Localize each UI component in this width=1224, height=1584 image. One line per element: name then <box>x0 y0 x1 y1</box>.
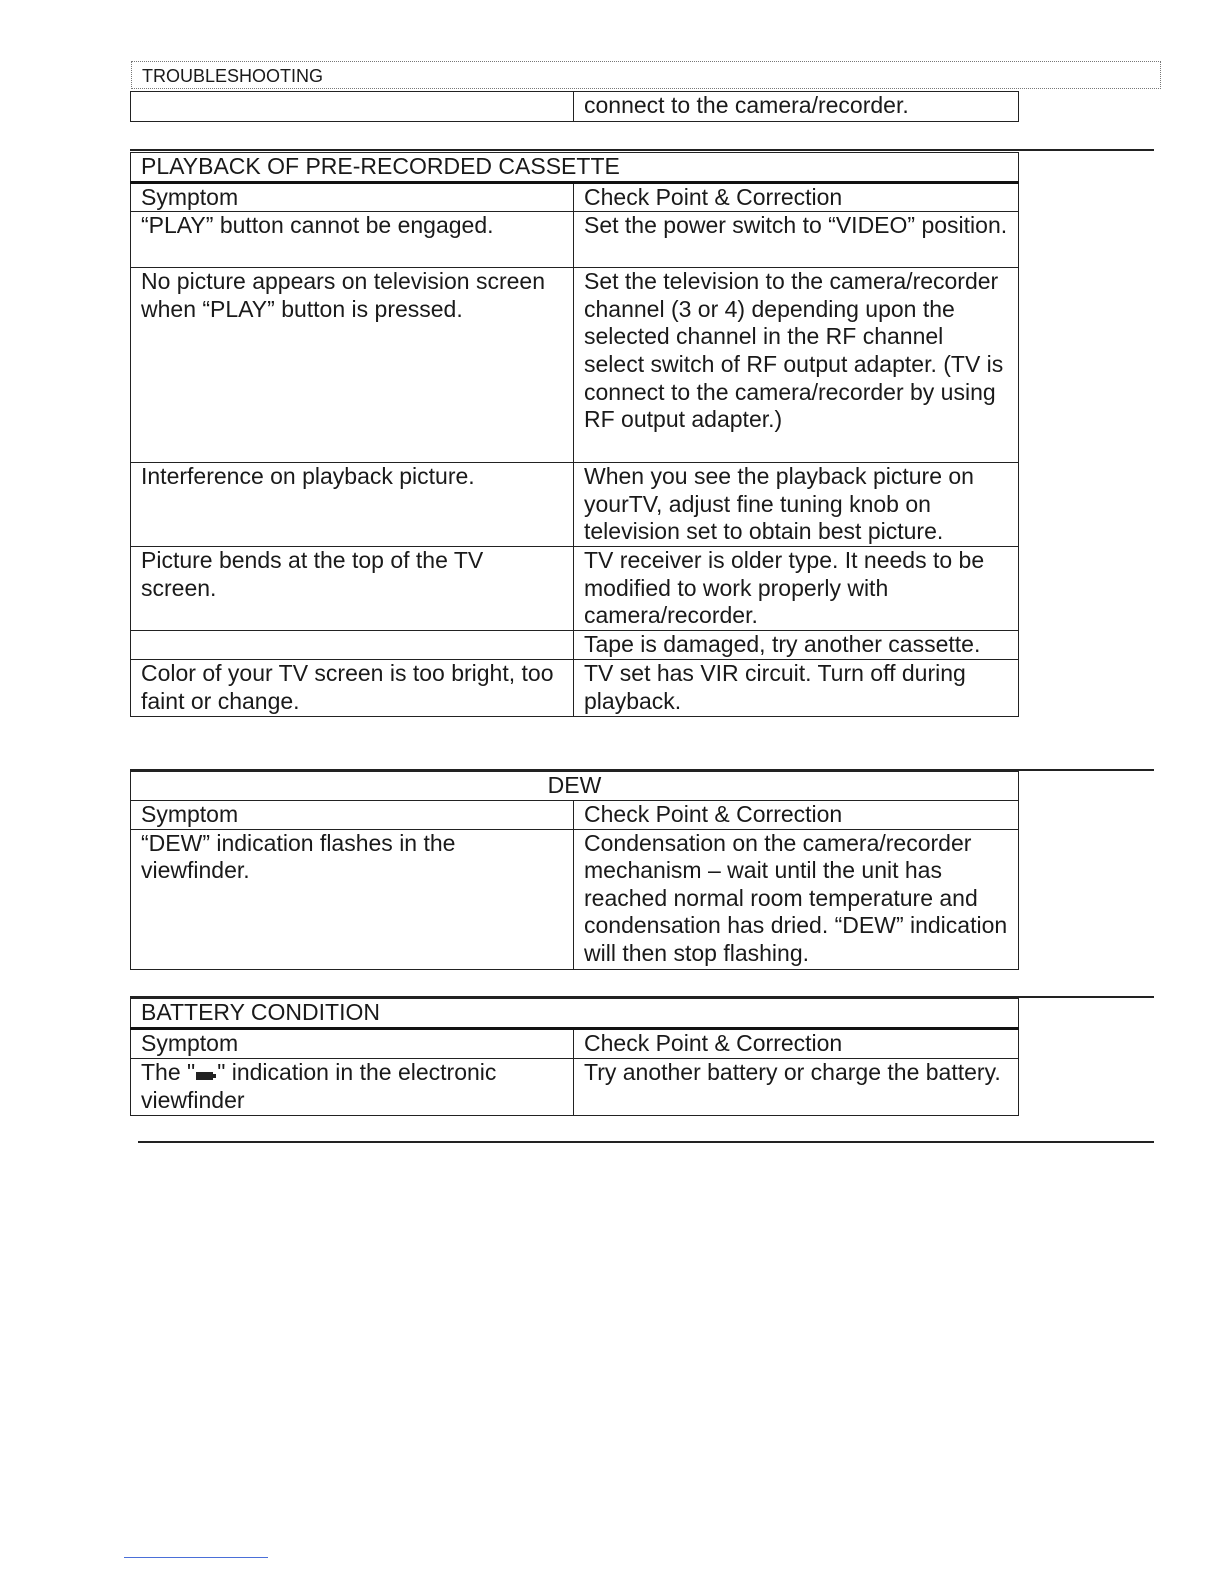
playback-row-6-symptom: Color of your TV screen is too bright, too faint or change. <box>131 660 574 717</box>
page-header <box>131 61 1161 89</box>
dew-correction-header: Check Point & Correction <box>574 801 1019 830</box>
playback-row-6-correction: TV set has VIR circuit. Turn off during playback. <box>574 660 1019 717</box>
playback-row-2-correction: Set the television to the camera/recorder channel (3 or 4) depending upon the selected channel in the RF channel select switch of RF output adapter. (TV is connect to the camera/recorder by using RF output adapter.) <box>574 268 1019 463</box>
playback-row-1-symptom: “PLAY” button cannot be engaged. <box>131 212 574 268</box>
playback-row-2-symptom: No picture appears on television screen when “PLAY” button is pressed. <box>131 268 574 463</box>
dew-table <box>130 771 1019 970</box>
battery-symptom-text-post: " indication in the electronic viewfinder <box>141 1058 497 1114</box>
playback-row-5-symptom <box>131 631 574 660</box>
playback-row-1-correction: Set the power switch to “VIDEO” position. <box>574 212 1019 268</box>
continuation-correction-cell: connect to the camera/recorder. <box>574 92 1019 122</box>
playback-correction-header: Check Point & Correction <box>574 182 1019 212</box>
dew-row-1-symptom: “DEW” indication flashes in the viewfinder. <box>131 829 574 969</box>
battery-title: BATTERY CONDITION <box>131 999 1019 1029</box>
battery-icon <box>196 1060 216 1088</box>
dew-symptom-header: Symptom <box>131 801 574 830</box>
playback-title: PLAYBACK OF PRE-RECORDED CASSETTE <box>131 153 1019 183</box>
battery-symptom-header: Symptom <box>131 1029 574 1059</box>
playback-table <box>130 152 1019 717</box>
playback-row-3-symptom: Interference on playback picture. <box>131 463 574 547</box>
battery-correction-header: Check Point & Correction <box>574 1029 1019 1059</box>
playback-row-3-correction: When you see the playback picture on yourTV, adjust fine tuning knob on television set to obtain best picture. <box>574 463 1019 547</box>
battery-row-1-correction: Try another battery or charge the battery. <box>574 1058 1019 1115</box>
playback-row-5-correction: Tape is damaged, try another cassette. <box>574 631 1019 660</box>
continuation-table <box>130 91 1019 122</box>
page-bottom-rule <box>138 1141 1154 1143</box>
battery-row-1-symptom <box>131 1058 574 1115</box>
playback-row-4-correction: TV receiver is older type. It needs to be modified to work properly with camera/recorder. <box>574 547 1019 631</box>
dew-title: DEW <box>131 772 1019 801</box>
page-header-title: TROUBLESHOOTING <box>142 66 324 86</box>
battery-table <box>130 998 1019 1116</box>
playback-row-4-symptom: Picture bends at the top of the TV screen. <box>131 547 574 631</box>
continuation-symptom-cell <box>131 92 574 122</box>
dew-row-1-correction: Condensation on the camera/recorder mechanism – wait until the unit has reached normal room temperature and condensation has dried. “DEW” indication will then stop flashing. <box>574 829 1019 969</box>
playback-symptom-header: Symptom <box>131 182 574 212</box>
section-rule <box>130 149 1154 151</box>
battery-symptom-text-pre: The " <box>141 1058 196 1085</box>
footer-link-underline <box>124 1557 268 1558</box>
